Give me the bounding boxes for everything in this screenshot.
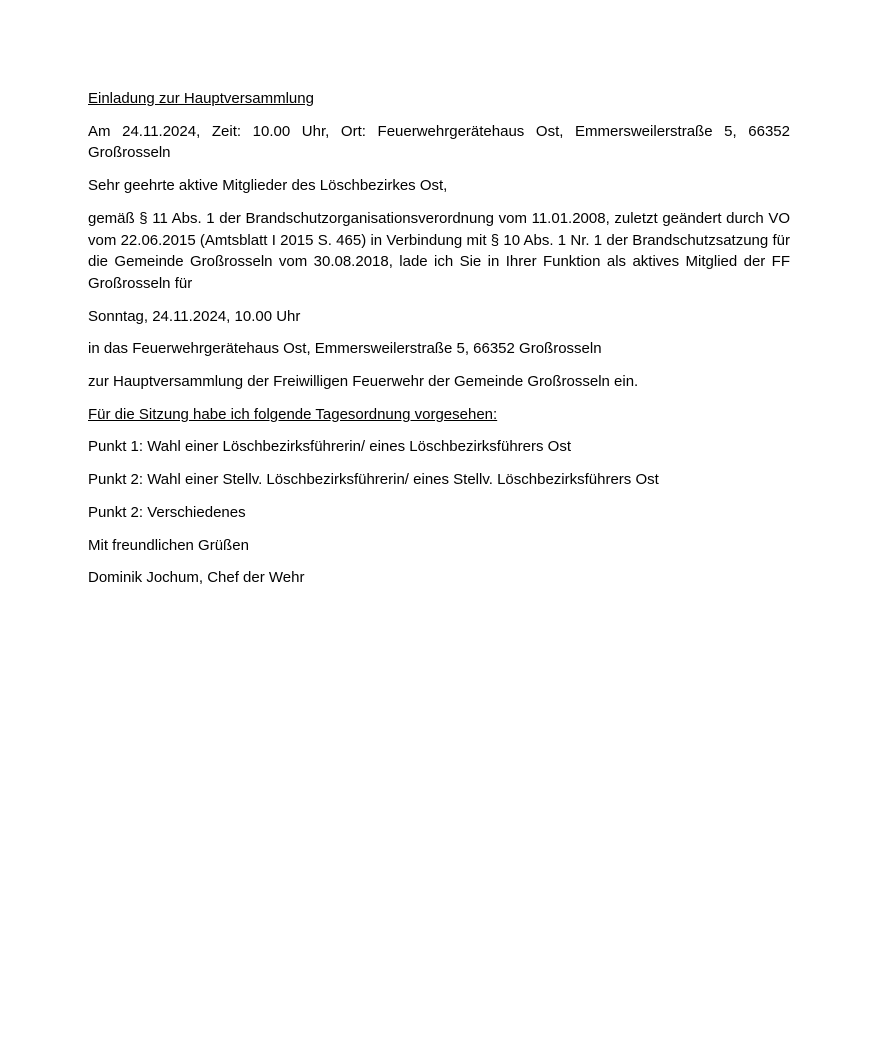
legal-basis-paragraph: gemäß § 11 Abs. 1 der Brandschutzorganisationsverordnung vom 11.01.2008, zuletzt geändert durch VO vom 22.06.2015 (Amtsblatt I 2015 S. 465) in Verbindung mit § 10 Abs. 1 Nr. 1 der Brandschutzsatzung für die Gemeinde Großrosseln vom 30.08.2018, lade ich Sie in Ihrer Funktion als aktives Mitglied der FF Großrosseln für bbox=[88, 209, 790, 292]
meeting-date-line: Sonntag, 24.11.2024, 10.00 Uhr bbox=[88, 307, 301, 325]
document-title: Einladung zur Hauptversammlung bbox=[88, 90, 314, 107]
salutation-line: Sehr geehrte aktive Mitglieder des Löschbezirkes Ost, bbox=[88, 177, 448, 195]
meeting-purpose-line: zur Hauptversammlung der Freiwilligen Feuerwehr der Gemeinde Großrosseln ein. bbox=[88, 373, 639, 391]
agenda-item-2: Punkt 2: Wahl einer Stellv. Löschbezirksführerin/ eines Stellv. Löschbezirksführers Ost bbox=[88, 471, 659, 489]
meeting-meta-line: Am 24.11.2024, Zeit: 10.00 Uhr, Ort: Feuerwehrgerätehaus Ost, Emmersweilerstraße 5, 66352 Großrosseln bbox=[88, 122, 790, 162]
agenda-heading: Für die Sitzung habe ich folgende Tagesordnung vorgesehen: bbox=[88, 405, 498, 423]
agenda-item-3: Punkt 2: Verschiedenes bbox=[88, 503, 246, 521]
meeting-location-line: in das Feuerwehrgerätehaus Ost, Emmersweilerstraße 5, 66352 Großrosseln bbox=[88, 340, 602, 358]
signature-line: Dominik Jochum, Chef der Wehr bbox=[88, 569, 305, 587]
closing-line: Mit freundlichen Grüßen bbox=[88, 536, 249, 554]
agenda-item-1: Punkt 1: Wahl einer Löschbezirksführerin/ eines Löschbezirksführers Ost bbox=[88, 438, 571, 456]
